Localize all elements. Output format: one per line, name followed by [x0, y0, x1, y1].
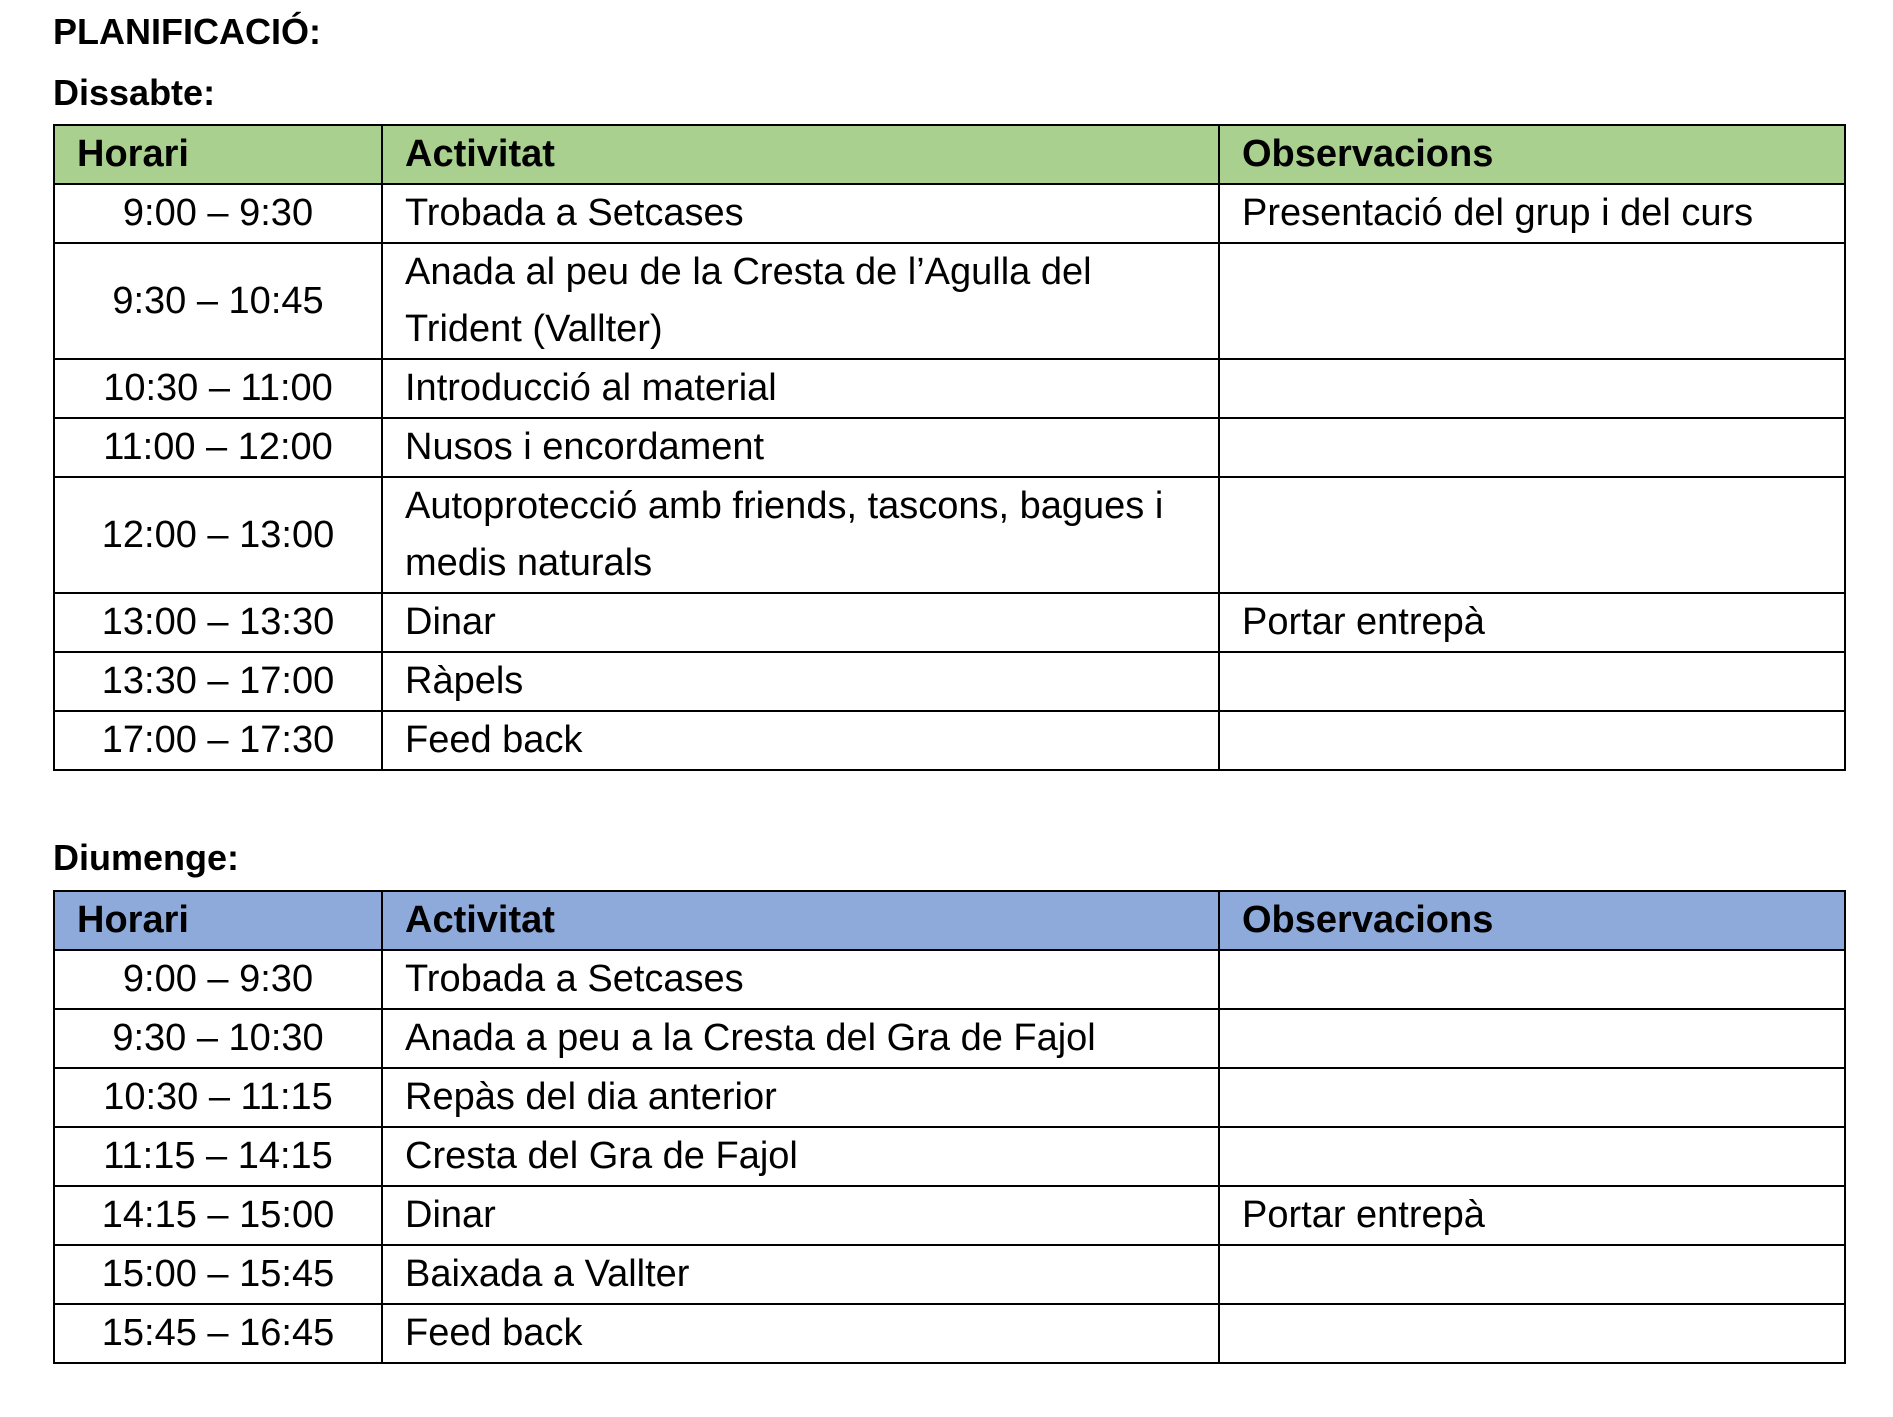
activity-cell: Autoprotecció amb friends, tascons, bagues i medis naturals	[382, 477, 1219, 593]
time-cell: 15:00 – 15:45	[54, 1245, 382, 1304]
time-cell: 9:00 – 9:30	[54, 950, 382, 1009]
notes-cell: Presentació del grup i del curs	[1219, 184, 1845, 243]
table-row	[54, 1245, 1845, 1304]
activity-cell: Anada a peu a la Cresta del Gra de Fajol	[382, 1009, 1219, 1068]
column-header-activitat: Activitat	[382, 891, 1219, 950]
table-row	[54, 184, 1845, 243]
time-cell: 9:30 – 10:30	[54, 1009, 382, 1068]
column-header-activitat: Activitat	[382, 125, 1219, 184]
table-row	[54, 1068, 1845, 1127]
table-row	[54, 418, 1845, 477]
notes-cell	[1219, 1245, 1845, 1304]
page-title: PLANIFICACIÓ:	[53, 11, 321, 52]
time-cell: 13:30 – 17:00	[54, 652, 382, 711]
notes-cell	[1219, 1127, 1845, 1186]
table-row	[54, 359, 1845, 418]
activity-cell: Nusos i encordament	[382, 418, 1219, 477]
table-row	[54, 593, 1845, 652]
activity-cell: Anada al peu de la Cresta de l’Agulla del Trident (Vallter)	[382, 243, 1219, 359]
notes-cell	[1219, 1009, 1845, 1068]
notes-cell: Portar entrepà	[1219, 593, 1845, 652]
activity-cell: Introducció al material	[382, 359, 1219, 418]
activity-cell: Dinar	[382, 1186, 1219, 1245]
activity-cell: Trobada a Setcases	[382, 950, 1219, 1009]
notes-cell	[1219, 711, 1845, 770]
saturday-schedule-table	[53, 124, 1846, 771]
notes-cell	[1219, 1304, 1845, 1363]
table-row	[54, 711, 1845, 770]
table-row	[54, 950, 1845, 1009]
table-row	[54, 1304, 1845, 1363]
notes-cell	[1219, 243, 1845, 359]
activity-cell: Repàs del dia anterior	[382, 1068, 1219, 1127]
table-row	[54, 1009, 1845, 1068]
notes-cell	[1219, 1068, 1845, 1127]
activity-cell: Dinar	[382, 593, 1219, 652]
time-cell: 17:00 – 17:30	[54, 711, 382, 770]
time-cell: 11:00 – 12:00	[54, 418, 382, 477]
sunday-schedule-table	[53, 890, 1846, 1364]
column-header-horari: Horari	[54, 125, 382, 184]
sunday-label: Diumenge:	[53, 837, 240, 878]
time-cell: 14:15 – 15:00	[54, 1186, 382, 1245]
activity-cell: Feed back	[382, 1304, 1219, 1363]
table-row	[54, 243, 1845, 359]
notes-cell: Portar entrepà	[1219, 1186, 1845, 1245]
notes-cell	[1219, 359, 1845, 418]
activity-cell: Trobada a Setcases	[382, 184, 1219, 243]
column-header-observacions: Observacions	[1219, 891, 1845, 950]
time-cell: 11:15 – 14:15	[54, 1127, 382, 1186]
time-cell: 15:45 – 16:45	[54, 1304, 382, 1363]
table-row	[54, 1186, 1845, 1245]
activity-cell: Baixada a Vallter	[382, 1245, 1219, 1304]
column-header-observacions: Observacions	[1219, 125, 1845, 184]
table-row	[54, 652, 1845, 711]
table-row	[54, 1127, 1845, 1186]
time-cell: 13:00 – 13:30	[54, 593, 382, 652]
time-cell: 9:00 – 9:30	[54, 184, 382, 243]
notes-cell	[1219, 652, 1845, 711]
time-cell: 10:30 – 11:15	[54, 1068, 382, 1127]
activity-cell: Ràpels	[382, 652, 1219, 711]
column-header-horari: Horari	[54, 891, 382, 950]
notes-cell	[1219, 950, 1845, 1009]
saturday-label: Dissabte:	[53, 72, 216, 113]
notes-cell	[1219, 477, 1845, 593]
activity-cell: Cresta del Gra de Fajol	[382, 1127, 1219, 1186]
table-header-row	[54, 125, 1845, 184]
time-cell: 10:30 – 11:00	[54, 359, 382, 418]
time-cell: 9:30 – 10:45	[54, 243, 382, 359]
time-cell: 12:00 – 13:00	[54, 477, 382, 593]
table-row	[54, 477, 1845, 593]
notes-cell	[1219, 418, 1845, 477]
table-header-row	[54, 891, 1845, 950]
activity-cell: Feed back	[382, 711, 1219, 770]
